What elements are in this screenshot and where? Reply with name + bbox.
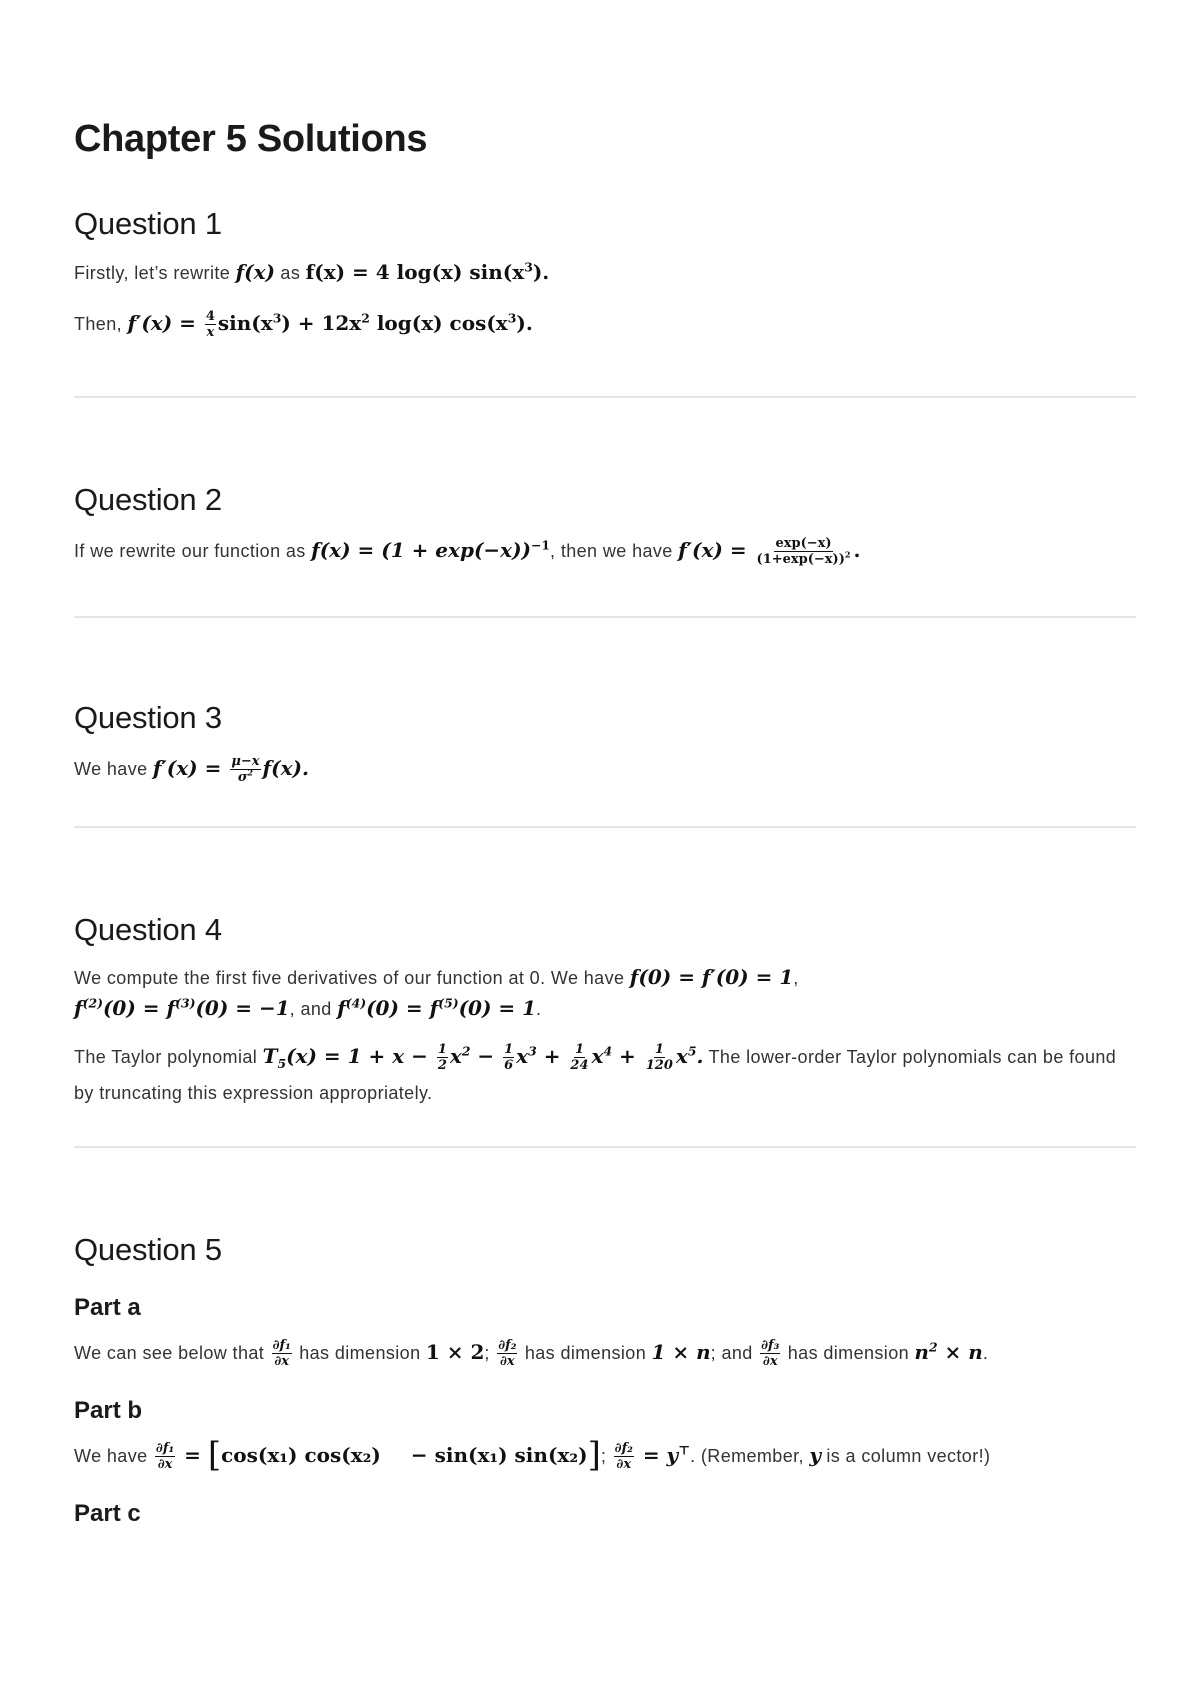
question-3-paragraph [74,750,1136,787]
text: has dimension [782,1343,915,1363]
text: ; [484,1343,496,1363]
math-part: − [470,1044,502,1068]
math: f(x) [235,260,276,284]
denominator: 6 [504,1058,514,1073]
math [152,754,309,785]
superscript: (3) [175,995,196,1011]
question-4-section [74,912,1136,1111]
math [495,1338,519,1369]
superscript: 4 [603,1043,613,1059]
fraction [155,1442,175,1471]
question-5-section [74,1232,1136,1528]
denominator: 2 [437,1058,447,1073]
text: The lower-order Taylor polynomials can be found by truncating this expression appropriately. [74,1047,1117,1103]
math-part: f′(x) = [152,756,229,780]
question-5-heading: Question 5 [74,1232,222,1267]
math [153,1435,601,1475]
text: . [536,999,542,1019]
question-2-section [74,482,1136,569]
numerator: ∂f₁ [155,1441,175,1456]
math [612,1441,691,1472]
superscript: (5) [438,995,459,1011]
math-part: = y [635,1443,679,1467]
math-part: x [591,1044,604,1068]
denominator: ∂x [157,1457,173,1472]
superscript: 2 [461,1043,471,1059]
text: has dimension [519,1343,652,1363]
section-divider [74,616,1136,618]
numerator: 1 [574,1042,584,1057]
math-part: = [177,1443,208,1467]
math-part: + [612,1044,643,1068]
text: , [793,968,799,988]
text: . (Remember, [690,1446,810,1466]
math [270,1338,294,1369]
superscript: 2 [844,549,851,560]
text: The Taylor polynomial [74,1047,263,1067]
subscript: 5 [277,1056,287,1071]
denominator: ∂x [499,1354,515,1369]
part-a-paragraph [74,1334,1136,1371]
fraction [614,1442,634,1471]
fraction [756,537,852,566]
math-part: T [262,1044,278,1068]
question-4-paragraph-1 [74,962,1136,1024]
question-1-section [74,206,1136,342]
math-part: x [516,1044,529,1068]
text: If we rewrite our function as [74,541,312,561]
math-part: x [675,1044,688,1068]
math: 1 × n [651,1340,711,1364]
math [758,1338,782,1369]
math-part: (0) = f [366,996,439,1020]
math-part: x [449,1044,462,1068]
fraction [760,1339,780,1368]
question-3-section [74,700,1136,787]
fraction [437,1043,448,1072]
numerator: 1 [437,1042,447,1057]
denominator-base: (1+exp(−x)) [756,552,845,567]
math: y [809,1443,821,1467]
math-part: ). [516,311,533,335]
question-2-paragraph [74,532,1136,569]
text: ; and [710,1343,759,1363]
superscript: (2) [82,995,103,1011]
denominator: ∂x [762,1354,778,1369]
part-a-heading: Part a [74,1294,141,1321]
superscript: 2 [247,767,254,778]
denominator [237,767,254,785]
numerator: ∂f₂ [614,1441,633,1456]
math-part: f′(x) = [127,311,203,335]
denominator: 24 [570,1058,589,1073]
text: Firstly, let’s rewrite [74,263,236,283]
numerator: 1 [504,1042,514,1057]
math-part: sin(x [217,311,273,335]
question-4-paragraph-2 [74,1038,1136,1111]
text: We have [74,1446,153,1466]
math-part: ) + 12x [281,311,362,335]
text: . [982,1343,989,1363]
question-4-heading: Question 4 [74,912,222,947]
math-part: f(x). [262,756,309,780]
fraction [497,1339,517,1368]
math [311,538,550,562]
fraction [569,1043,589,1072]
numerator: μ−x [231,754,260,769]
text: Then, [74,314,128,334]
text: is a column vector!) [820,1446,991,1466]
math-part: . [853,538,861,562]
fraction [230,755,260,784]
fraction [503,1043,514,1072]
part-b-heading: Part b [74,1397,143,1424]
denominator: ∂x [616,1457,632,1472]
numerator: 4 [205,309,215,324]
math-part: . [696,1044,704,1068]
math-part: n [914,1340,929,1364]
numerator: ∂f₂ [498,1338,517,1353]
text: as [275,263,306,283]
question-2-heading: Question 2 [74,482,222,517]
numerator: ∂f₁ [272,1338,291,1353]
section-divider [74,396,1136,398]
math-part: f [337,996,346,1020]
matrix-entry: − sin(x₁) sin(x₂) [410,1443,588,1467]
math [74,996,290,1020]
superscript: 3 [528,1043,537,1059]
math-part: × n [937,1340,983,1364]
math: 1 × 2 [425,1340,485,1364]
numerator: 1 [654,1042,664,1057]
fraction [205,310,216,339]
math-part: (0) = f [102,996,176,1020]
math: f(0) = f′(0) = 1 [629,965,794,989]
denominator: 120 [645,1058,673,1073]
text: has dimension [293,1343,426,1363]
numerator: ∂f₃ [761,1338,780,1353]
denominator-base: σ [237,770,248,785]
fraction [645,1043,674,1072]
superscript: 5 [687,1043,697,1059]
math [262,1042,704,1073]
superscript: −1 [531,537,551,553]
text: We can see below that [74,1343,270,1363]
math-part: ). [532,260,550,284]
superscript: ⊤ [678,1442,691,1458]
superscript: 2 [928,1339,938,1355]
superscript: 2 [361,310,370,326]
fraction [272,1339,292,1368]
math-part: (0) = 1 [458,996,537,1020]
part-c-heading: Part c [74,1500,141,1527]
math [678,536,861,567]
numerator: exp(−x) [775,536,832,551]
question-1-line-1 [74,254,1136,291]
superscript: 3 [507,310,517,326]
math-part: f [74,996,83,1020]
math-part: (0) = −1 [195,996,290,1020]
denominator: ∂x [274,1354,290,1369]
math-part: f(x) = (1 + exp(−x)) [311,538,532,562]
math-part: log(x) cos(x [369,311,508,335]
page-title: Chapter 5 Solutions [74,118,428,160]
superscript: (4) [345,995,367,1011]
math [337,996,536,1020]
section-divider [74,826,1136,828]
superscript: 3 [524,259,533,275]
math [914,1340,982,1364]
part-b-paragraph [74,1437,1136,1474]
math [306,260,550,284]
right-bracket: ] [587,1435,601,1475]
left-bracket: [ [207,1435,222,1475]
text: , then we have [550,541,679,561]
matrix-entry: cos(x₁) cos(x₂) [221,1443,381,1467]
text: We have [74,759,153,779]
text: We compute the first five derivatives of our function at 0. We have [74,968,630,988]
math-part: f′(x) = [678,538,754,562]
denominator: x [206,325,215,340]
math-part: (x) = 1 + x − [286,1044,435,1068]
question-1-heading: Question 1 [74,206,222,241]
denominator [756,549,852,567]
question-3-heading: Question 3 [74,700,222,735]
math [127,309,533,340]
math-part: f(x) = 4 log(x) sin(x [305,260,525,284]
text: , and [289,999,338,1019]
math-part: + [536,1044,568,1068]
section-divider [74,1146,1136,1148]
superscript: 3 [272,310,282,326]
text: ; [600,1446,612,1466]
question-1-line-2 [74,305,1136,342]
